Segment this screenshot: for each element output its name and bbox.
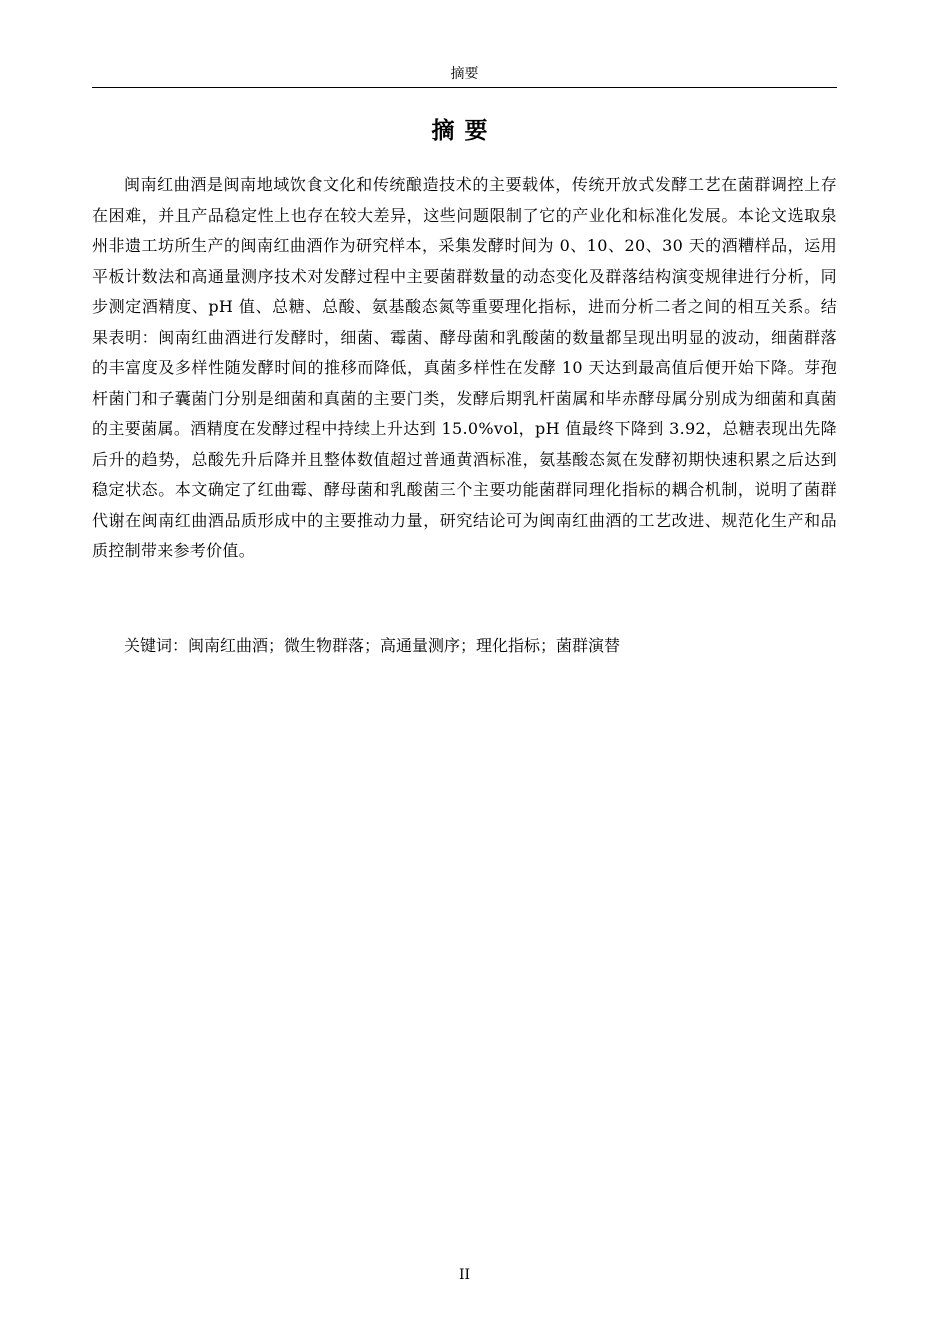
keywords-line: 关键词：闽南红曲酒；微生物群落；高通量测序；理化指标；菌群演替 [124, 636, 621, 655]
running-header: 摘要 [450, 66, 479, 82]
abstract-paragraph: 闽南红曲酒是闽南地域饮食文化和传统酿造技术的主要载体，传统开放式发酵工艺在菌群调控上存在困难，并且产品稳定性上也存在较大差异，这些问题限制了它的产业化和标准化发展。本论文选取泉州非遗工坊所生产的闽南红曲酒作为研究样本，采集发酵时间为 0、10、20、30 天的酒糟样品，运用平板计数法和高通量测序技术对发酵过程中主要菌群数量的动态变化及群落结构演变规律进行分析，同步测定酒精度、pH 值、总糖、总酸、氨基酸态氮等重要理化指标，进而分析二者之间的相互关系。结果表明：闽南红曲酒进行发酵时，细菌、霉菌、酵母菌和乳酸菌的数量都呈现出明显的波动，细菌群落的丰富度及多样性随发酵时间的推移而降低，真菌多样性在发酵 10 天达到最高值后便开始下降。芽孢杆菌门和子囊菌门分别是细菌和真菌的主要门类，发酵后期乳杆菌属和毕赤酵母属分别成为细菌和真菌的主要菌属。酒精度在发酵过程中持续上升达到 15.0%vol，pH 值最终下降到 3.92，总糖表现出先降后升的趋势，总酸先升后降并且整体数值超过普通黄酒标准，氨基酸态氮在发酵初期快速积累之后达到稳定状态。本文确定了红曲霉、酵母菌和乳酸菌三个主要功能菌群同理化指标的耦合机制，说明了菌群代谢在闽南红曲酒品质形成中的主要推动力量，研究结论可为闽南红曲酒的工艺改进、规范化生产和品质控制带来参考价值。 [92, 175, 837, 560]
page-number: II [458, 1267, 471, 1283]
header-divider [92, 87, 837, 88]
page-title: 摘要 [431, 118, 498, 144]
